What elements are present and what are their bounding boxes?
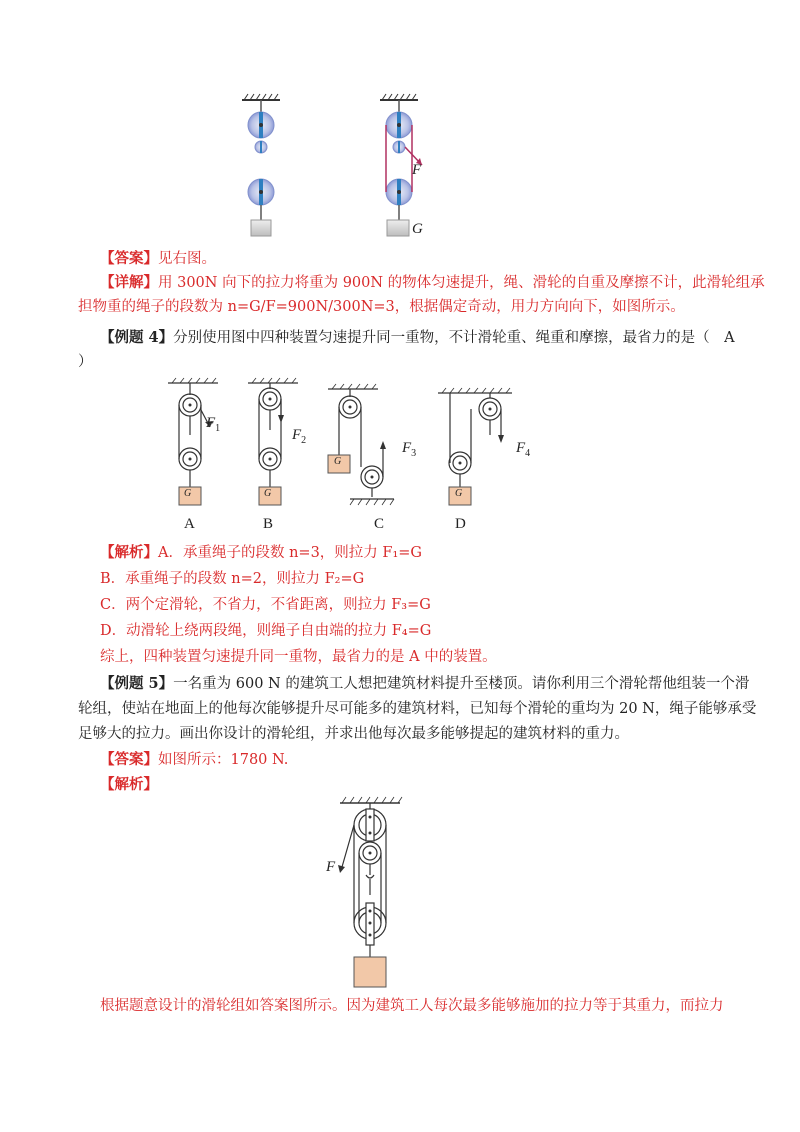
final-line1: 根据题意设计的滑轮组如答案图所示。因为建筑工人每次最多能够施加的拉力等于其重力，而拉力 [100, 998, 724, 1014]
device-A-force: $F_1$ [206, 415, 221, 434]
answer1-tag: 【答案】 [100, 250, 158, 267]
detail1-tag: 【详解】 [100, 274, 158, 291]
answer5-text: 如图所示：1780 N. [158, 752, 289, 768]
device-C-letter: C [374, 516, 385, 532]
figure1-label-F: F [412, 162, 422, 178]
answer5 [100, 750, 288, 770]
device-A-letter: A [184, 516, 195, 532]
answer1 [100, 249, 216, 269]
analysis4-a-text: A．承重绳子的段数 n=3，则拉力 F₁=G [158, 545, 423, 561]
device-B-weight: G [264, 488, 272, 499]
device-D-weight: G [455, 488, 463, 499]
example5-tag: 【例题 5】 [100, 675, 174, 692]
answer5-tag: 【答案】 [100, 751, 158, 768]
analysis4-c: C．两个定滑轮，不省力，不省距离，则拉力 F₃=G [100, 597, 431, 613]
device-D-force: $F_4$ [516, 440, 531, 459]
analysis4-b: B．承重绳子的段数 n=2，则拉力 F₂=G [100, 571, 365, 587]
analysis4-summary: 综上，四种装置匀速提升同一重物，最省力的是 A 中的装置。 [100, 649, 497, 665]
figure5-label-F: F [326, 859, 336, 875]
device-B-letter: B [263, 516, 274, 532]
example5-line3: 足够大的拉力。画出你设计的滑轮组，并求出他每次最多能够提起的建筑材料的重力。 [78, 726, 629, 742]
analysis5 [100, 775, 158, 795]
example4-tag: 【例题 4】 [100, 329, 174, 346]
device-C-force: $F_3$ [402, 440, 417, 459]
detail1-line2: 担物重的绳子的段数为 n=G/F=900N/300N=3，根据偶定奇动，用力方向向下，如图所示。 [78, 299, 685, 315]
answer1-text: 见右图。 [158, 251, 216, 267]
example5-line1 [100, 674, 749, 694]
example4-text-1: 分别使用图中四种装置匀速提升同一重物，不计滑轮重、绳重和摩擦，最省力的是（ A [173, 330, 735, 346]
example4-line2: ） [78, 354, 93, 370]
detail1-line1 [100, 273, 765, 293]
left-pulley-system [242, 94, 280, 236]
example4-line1 [100, 328, 735, 348]
figure-three-pulley [320, 795, 420, 990]
device-C-weight: G [334, 456, 342, 467]
analysis4-tag: 【解析】 [100, 544, 158, 561]
device-A-weight: G [184, 488, 192, 499]
example5-line2: 轮组，使站在地面上的他每次能够提升尽可能多的建筑材料，已知每个滑轮的重均为 20 N，绳子能够承受 [78, 701, 757, 717]
detail1-text-1: 用 300N 向下的拉力将重为 900N 的物体匀速提升，绳、滑轮的自重及摩擦不计，此滑轮组承 [158, 275, 765, 291]
analysis5-tag: 【解析】 [100, 776, 158, 793]
analysis4-a [100, 543, 422, 563]
example5-text-1: 一名重为 600 N 的建筑工人想把建筑材料提升至楼顶。请你利用三个滑轮帮他组装一个滑 [173, 676, 750, 692]
device-D-letter: D [455, 516, 466, 532]
figure-four-devices [160, 375, 530, 515]
device-B-force: $F_2$ [292, 427, 307, 446]
figure1-label-G: G [412, 221, 423, 237]
analysis4-d: D．动滑轮上绕两段绳，则绳子自由端的拉力 F₄=G [100, 623, 432, 639]
